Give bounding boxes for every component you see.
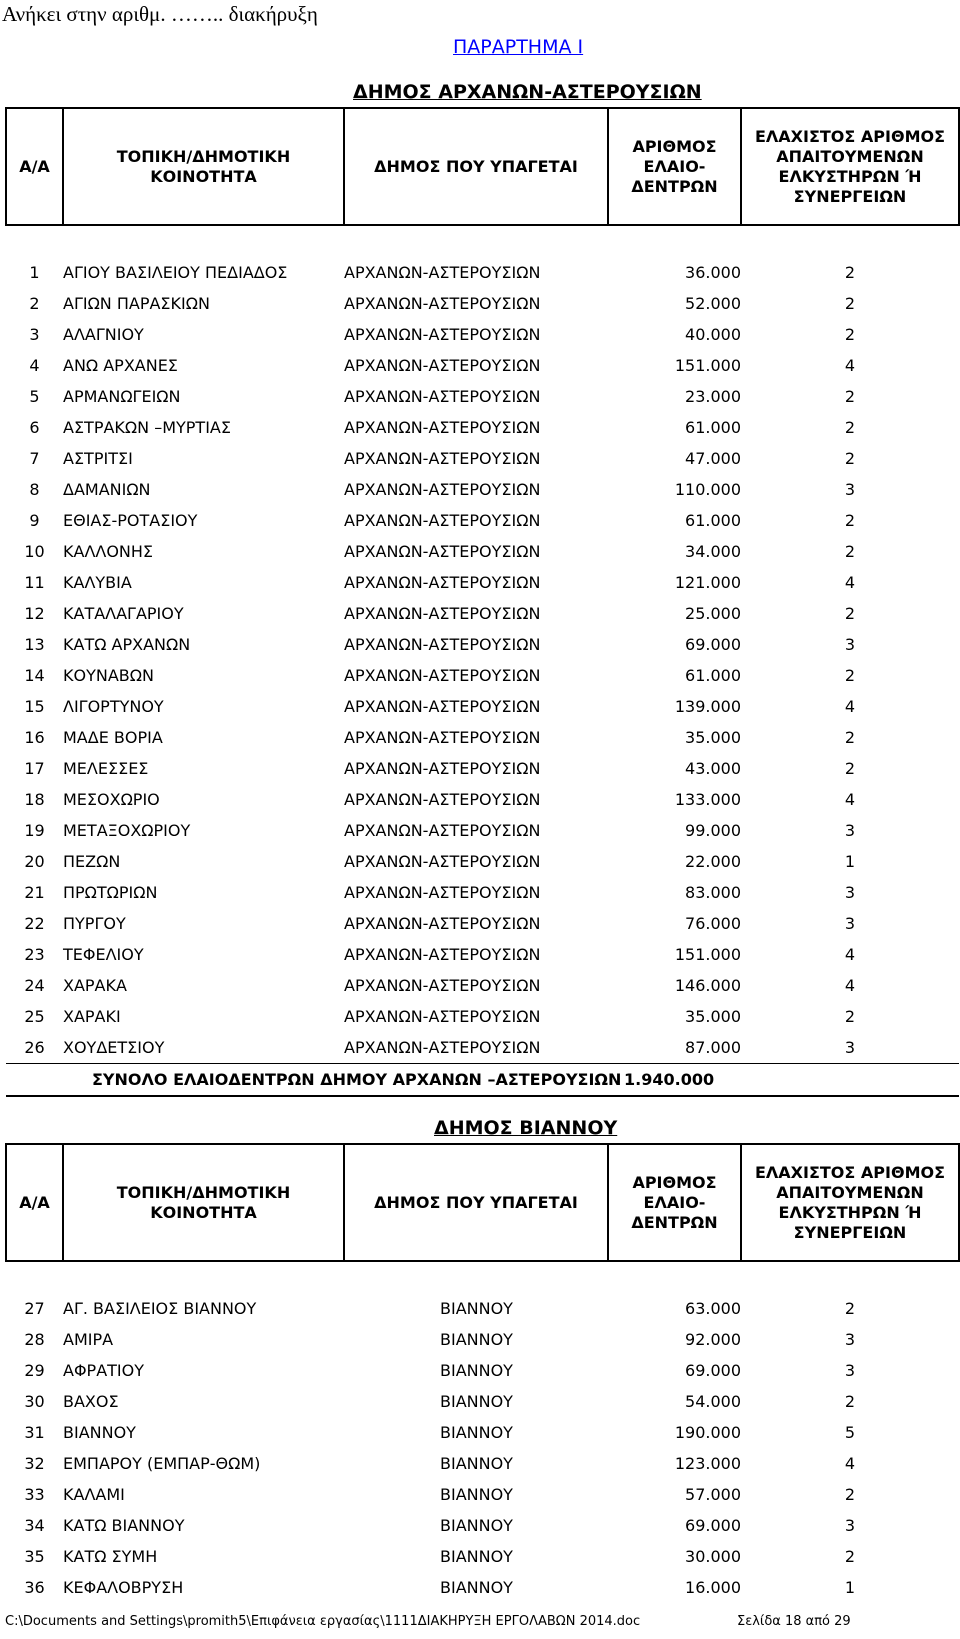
- table-row: [6, 1324, 959, 1355]
- row-community: ΜΕΤΑΞΟΧΩΡΙΟΥ: [63, 821, 191, 840]
- row-min-required: 2: [844, 666, 856, 685]
- row-olive-trees: 52.000: [685, 294, 741, 313]
- row-min-required: 2: [844, 1007, 856, 1026]
- row-aa: 9: [29, 511, 40, 530]
- row-olive-trees: 69.000: [685, 1516, 741, 1535]
- table-row: [6, 1448, 959, 1479]
- row-municipality: ΒΙΑΝΝΟΥ: [440, 1454, 513, 1473]
- row-aa: 20: [24, 852, 45, 871]
- row-municipality: ΑΡΧΑΝΩΝ-ΑΣΤΕΡΟΥΣΙΩΝ: [344, 604, 541, 623]
- row-olive-trees: 92.000: [685, 1330, 741, 1349]
- row-community: ΚΑΛΑΜΙ: [63, 1485, 125, 1504]
- total-label: ΣΥΝΟΛΟ ΕΛΑΙΟΔΕΝΤΡΩΝ ΔΗΜΟΥ ΑΡΧΑΝΩΝ –ΑΣΤΕΡΟΥΣΙΩΝ: [6, 1064, 608, 1097]
- row-min-required: 2: [844, 294, 856, 313]
- col-olive-trees: ΑΡΙΘΜΟΣ ΕΛΑΙΟ- ΔΕΝΤΡΩΝ: [608, 108, 741, 225]
- row-aa: 5: [29, 387, 40, 406]
- table-row: [6, 1417, 959, 1448]
- row-min-required: 2: [844, 1392, 856, 1411]
- row-community: ΜΑΔΕ ΒΟΡΙΑ: [63, 728, 163, 747]
- row-municipality: ΑΡΧΑΝΩΝ-ΑΣΤΕΡΟΥΣΙΩΝ: [344, 852, 541, 871]
- table-row: [6, 970, 959, 1001]
- table-row: [6, 1479, 959, 1510]
- row-aa: 35: [24, 1547, 45, 1566]
- row-olive-trees: 190.000: [674, 1423, 741, 1442]
- row-min-required: 2: [844, 449, 856, 468]
- viannou-title: ΔΗΜΟΣ ΒΙΑΝΝΟΥ: [434, 1117, 618, 1139]
- row-municipality: ΑΡΧΑΝΩΝ-ΑΣΤΕΡΟΥΣΙΩΝ: [344, 542, 541, 561]
- row-min-required: 4: [844, 1454, 856, 1473]
- row-municipality: ΑΡΧΑΝΩΝ-ΑΣΤΕΡΟΥΣΙΩΝ: [344, 325, 541, 344]
- row-min-required: 2: [844, 263, 856, 282]
- row-community: ΧΑΡΑΚΙ: [63, 1007, 121, 1026]
- row-olive-trees: 63.000: [685, 1299, 741, 1318]
- row-community: ΑΡΜΑΝΩΓΕΙΩΝ: [63, 387, 181, 406]
- row-municipality: ΒΙΑΝΝΟΥ: [440, 1578, 513, 1597]
- row-municipality: ΑΡΧΑΝΩΝ-ΑΣΤΕΡΟΥΣΙΩΝ: [344, 1038, 541, 1057]
- row-olive-trees: 151.000: [674, 356, 741, 375]
- row-municipality: ΑΡΧΑΝΩΝ-ΑΣΤΕΡΟΥΣΙΩΝ: [344, 263, 541, 282]
- row-olive-trees: 36.000: [685, 263, 741, 282]
- row-community: ΑΝΩ ΑΡΧΑΝΕΣ: [63, 356, 178, 375]
- row-municipality: ΑΡΧΑΝΩΝ-ΑΣΤΕΡΟΥΣΙΩΝ: [344, 1007, 541, 1026]
- row-community: ΔΑΜΑΝΙΩΝ: [63, 480, 151, 499]
- table-row: [6, 350, 959, 381]
- row-min-required: 1: [844, 1578, 856, 1597]
- row-olive-trees: 54.000: [685, 1392, 741, 1411]
- row-min-required: 4: [844, 976, 856, 995]
- row-aa: 10: [24, 542, 45, 561]
- row-municipality: ΒΙΑΝΝΟΥ: [440, 1330, 513, 1349]
- row-min-required: 2: [844, 418, 856, 437]
- row-municipality: ΑΡΧΑΝΩΝ-ΑΣΤΕΡΟΥΣΙΩΝ: [344, 511, 541, 530]
- row-min-required: 4: [844, 790, 856, 809]
- row-olive-trees: 40.000: [685, 325, 741, 344]
- row-municipality: ΑΡΧΑΝΩΝ-ΑΣΤΕΡΟΥΣΙΩΝ: [344, 418, 541, 437]
- row-aa: 29: [24, 1361, 45, 1380]
- row-aa: 21: [24, 883, 45, 902]
- table-row: [6, 629, 959, 660]
- row-min-required: 3: [844, 1330, 856, 1349]
- row-aa: 4: [29, 356, 40, 375]
- row-community: ΑΓΙΟΥ ΒΑΣΙΛΕΙΟΥ ΠΕΔΙΑΔΟΣ: [63, 263, 288, 282]
- row-min-required: 2: [844, 728, 856, 747]
- row-community: ΛΙΓΟΡΤΥΝΟΥ: [63, 697, 164, 716]
- col-aa: Α/Α: [6, 108, 63, 225]
- row-min-required: 5: [844, 1423, 856, 1442]
- col-municipality: ΔΗΜΟΣ ΠΟΥ ΥΠΑΓΕΤΑΙ: [344, 108, 608, 225]
- row-olive-trees: 22.000: [685, 852, 741, 871]
- row-aa: 15: [24, 697, 45, 716]
- row-min-required: 3: [844, 635, 856, 654]
- table-row: [6, 412, 959, 443]
- table-row: [6, 443, 959, 474]
- table-row: [6, 877, 959, 908]
- row-community: ΒΙΑΝΝΟΥ: [63, 1423, 136, 1442]
- row-municipality: ΑΡΧΑΝΩΝ-ΑΣΤΕΡΟΥΣΙΩΝ: [344, 666, 541, 685]
- row-min-required: 3: [844, 1516, 856, 1535]
- row-community: ΑΓ. ΒΑΣΙΛΕΙΟΣ ΒΙΑΝΝΟΥ: [63, 1299, 257, 1318]
- row-municipality: ΑΡΧΑΝΩΝ-ΑΣΤΕΡΟΥΣΙΩΝ: [344, 883, 541, 902]
- row-aa: 16: [24, 728, 45, 747]
- table-row: [6, 1386, 959, 1417]
- row-community: ΚΕΦΑΛΟΒΡΥΣΗ: [63, 1578, 184, 1597]
- table-row: [6, 1032, 959, 1064]
- table-row: [6, 939, 959, 970]
- row-min-required: 2: [844, 387, 856, 406]
- row-community: ΑΣΤΡΑΚΩΝ –ΜΥΡΤΙΑΣ: [63, 418, 231, 437]
- footer-page: Σελίδα 18 από 29: [737, 1614, 851, 1629]
- row-aa: 8: [29, 480, 40, 499]
- row-aa: 30: [24, 1392, 45, 1411]
- row-community: ΕΜΠΑΡΟΥ (ΕΜΠΑΡ-ΘΩΜ): [63, 1454, 261, 1473]
- row-community: ΠΥΡΓΟΥ: [63, 914, 126, 933]
- row-min-required: 2: [844, 1547, 856, 1566]
- row-olive-trees: 69.000: [685, 1361, 741, 1380]
- row-municipality: ΒΙΑΝΝΟΥ: [440, 1392, 513, 1411]
- row-community: ΚΑΛΥΒΙΑ: [63, 573, 132, 592]
- table-row: [6, 722, 959, 753]
- row-aa: 28: [24, 1330, 45, 1349]
- row-municipality: ΒΙΑΝΝΟΥ: [440, 1485, 513, 1504]
- table-row: [6, 1355, 959, 1386]
- row-aa: 32: [24, 1454, 45, 1473]
- row-min-required: 2: [844, 511, 856, 530]
- row-aa: 22: [24, 914, 45, 933]
- row-municipality: ΑΡΧΑΝΩΝ-ΑΣΤΕΡΟΥΣΙΩΝ: [344, 294, 541, 313]
- row-community: ΠΡΩΤΩΡΙΩΝ: [63, 883, 158, 902]
- table-row: [6, 1293, 959, 1324]
- row-olive-trees: 139.000: [674, 697, 741, 716]
- row-municipality: ΑΡΧΑΝΩΝ-ΑΣΤΕΡΟΥΣΙΩΝ: [344, 635, 541, 654]
- arxanon-table: [5, 107, 960, 1097]
- annex-title-link[interactable]: ΠΑΡΑΡΤΗΜΑ Ι: [453, 36, 584, 58]
- row-aa: 36: [24, 1578, 45, 1597]
- row-aa: 12: [24, 604, 45, 623]
- row-aa: 11: [24, 573, 45, 592]
- table-row: [6, 660, 959, 691]
- row-community: ΚΑΤΩ ΣΥΜΗ: [63, 1547, 158, 1566]
- top-note: Ανήκει στην αριθμ. …….. διακήρυξη: [2, 2, 318, 26]
- row-aa: 25: [24, 1007, 45, 1026]
- row-community: ΑΜΙΡΑ: [63, 1330, 114, 1349]
- row-aa: 33: [24, 1485, 45, 1504]
- row-municipality: ΑΡΧΑΝΩΝ-ΑΣΤΕΡΟΥΣΙΩΝ: [344, 697, 541, 716]
- row-aa: 17: [24, 759, 45, 778]
- row-olive-trees: 47.000: [685, 449, 741, 468]
- table-row: [6, 319, 959, 350]
- row-community: ΜΕΛΕΣΣΕΣ: [63, 759, 149, 778]
- row-municipality: ΑΡΧΑΝΩΝ-ΑΣΤΕΡΟΥΣΙΩΝ: [344, 976, 541, 995]
- row-aa: 27: [24, 1299, 45, 1318]
- col-olive-trees: ΑΡΙΘΜΟΣ ΕΛΑΙΟ- ΔΕΝΤΡΩΝ: [608, 1144, 741, 1261]
- table-row: [6, 288, 959, 319]
- row-municipality: ΑΡΧΑΝΩΝ-ΑΣΤΕΡΟΥΣΙΩΝ: [344, 356, 541, 375]
- row-aa: 7: [29, 449, 40, 468]
- row-olive-trees: 23.000: [685, 387, 741, 406]
- row-min-required: 4: [844, 697, 856, 716]
- row-olive-trees: 34.000: [685, 542, 741, 561]
- row-min-required: 2: [844, 604, 856, 623]
- row-aa: 6: [29, 418, 40, 437]
- row-community: ΧΟΥΔΕΤΣΙΟΥ: [63, 1038, 165, 1057]
- table-row: [6, 257, 959, 288]
- col-community: ΤΟΠΙΚΗ/ΔΗΜΟΤΙΚΗ ΚΟΙΝΟΤΗΤΑ: [63, 108, 344, 225]
- arxanon-title: ΔΗΜΟΣ ΑΡΧΑΝΩΝ-ΑΣΤΕΡΟΥΣΙΩΝ: [353, 81, 702, 103]
- row-community: ΠΕΖΩΝ: [63, 852, 121, 871]
- row-olive-trees: 76.000: [685, 914, 741, 933]
- row-community: ΑΦΡΑΤΙΟΥ: [63, 1361, 144, 1380]
- table-row: [6, 567, 959, 598]
- arxanon-rows: [6, 225, 959, 1064]
- row-olive-trees: 121.000: [674, 573, 741, 592]
- table-row: [6, 753, 959, 784]
- row-min-required: 3: [844, 914, 856, 933]
- table-row: [6, 1541, 959, 1572]
- table-row: [6, 691, 959, 722]
- table-row: [6, 1001, 959, 1032]
- row-aa: 2: [29, 294, 40, 313]
- row-olive-trees: 61.000: [685, 418, 741, 437]
- row-municipality: ΑΡΧΑΝΩΝ-ΑΣΤΕΡΟΥΣΙΩΝ: [344, 728, 541, 747]
- viannou-table: [5, 1143, 960, 1603]
- row-community: ΚΑΤΑΛΑΓΑΡΙΟΥ: [63, 604, 184, 623]
- row-min-required: 2: [844, 1485, 856, 1504]
- row-municipality: ΒΙΑΝΝΟΥ: [440, 1516, 513, 1535]
- row-min-required: 4: [844, 945, 856, 964]
- row-municipality: ΑΡΧΑΝΩΝ-ΑΣΤΕΡΟΥΣΙΩΝ: [344, 914, 541, 933]
- row-olive-trees: 35.000: [685, 1007, 741, 1026]
- row-aa: 14: [24, 666, 45, 685]
- table-row: [6, 536, 959, 567]
- row-olive-trees: 25.000: [685, 604, 741, 623]
- row-olive-trees: 43.000: [685, 759, 741, 778]
- viannou-rows: [6, 1261, 959, 1603]
- row-olive-trees: 16.000: [685, 1578, 741, 1597]
- row-olive-trees: 61.000: [685, 666, 741, 685]
- arxanon-total-row: [6, 1064, 959, 1097]
- row-community: ΕΘΙΑΣ-ΡΟΤΑΣΙΟΥ: [63, 511, 198, 530]
- row-community: ΜΕΣΟΧΩΡΙΟ: [63, 790, 160, 809]
- row-min-required: 2: [844, 1299, 856, 1318]
- row-municipality: ΒΙΑΝΝΟΥ: [440, 1547, 513, 1566]
- footer-path: C:\Documents and Settings\promith5\Επιφάνεια εργασίας\1111ΔΙΑΚΗΡΥΞΗ ΕΡΓΟΛΑΒΩΝ 2014.doc: [5, 1614, 641, 1629]
- row-municipality: ΑΡΧΑΝΩΝ-ΑΣΤΕΡΟΥΣΙΩΝ: [344, 449, 541, 468]
- row-min-required: 3: [844, 1361, 856, 1380]
- row-olive-trees: 35.000: [685, 728, 741, 747]
- total-value: 1.940.000: [608, 1064, 959, 1097]
- row-olive-trees: 110.000: [674, 480, 741, 499]
- row-community: ΒΑΧΟΣ: [63, 1392, 119, 1411]
- row-olive-trees: 83.000: [685, 883, 741, 902]
- row-aa: 24: [24, 976, 45, 995]
- row-olive-trees: 123.000: [674, 1454, 741, 1473]
- row-municipality: ΑΡΧΑΝΩΝ-ΑΣΤΕΡΟΥΣΙΩΝ: [344, 480, 541, 499]
- col-min-required: ΕΛΑΧΙΣΤΟΣ ΑΡΙΘΜΟΣ ΑΠΑΙΤΟΥΜΕΝΩΝ ΕΛΚΥΣΤΗΡΩΝ Ή ΣΥΝΕΡΓΕΙΩΝ: [741, 1144, 959, 1261]
- row-community: ΚΑΤΩ ΒΙΑΝΝΟΥ: [63, 1516, 185, 1535]
- row-min-required: 2: [844, 325, 856, 344]
- row-min-required: 3: [844, 1038, 856, 1057]
- row-min-required: 3: [844, 821, 856, 840]
- table-row: [6, 381, 959, 412]
- row-community: ΑΛΑΓΝΙΟΥ: [63, 325, 144, 344]
- row-municipality: ΒΙΑΝΝΟΥ: [440, 1361, 513, 1380]
- row-community: ΑΣΤΡΙΤΣΙ: [63, 449, 133, 468]
- row-community: ΚΟΥΝΑΒΩΝ: [63, 666, 154, 685]
- row-olive-trees: 99.000: [685, 821, 741, 840]
- row-min-required: 2: [844, 542, 856, 561]
- row-min-required: 2: [844, 759, 856, 778]
- col-municipality: ΔΗΜΟΣ ΠΟΥ ΥΠΑΓΕΤΑΙ: [344, 1144, 608, 1261]
- row-community: ΚΑΤΩ ΑΡΧΑΝΩΝ: [63, 635, 191, 654]
- row-olive-trees: 146.000: [674, 976, 741, 995]
- row-municipality: ΑΡΧΑΝΩΝ-ΑΣΤΕΡΟΥΣΙΩΝ: [344, 387, 541, 406]
- row-community: ΧΑΡΑΚΑ: [63, 976, 127, 995]
- col-min-required: ΕΛΑΧΙΣΤΟΣ ΑΡΙΘΜΟΣ ΑΠΑΙΤΟΥΜΕΝΩΝ ΕΛΚΥΣΤΗΡΩΝ Ή ΣΥΝΕΡΓΕΙΩΝ: [741, 108, 959, 225]
- row-aa: 13: [24, 635, 45, 654]
- row-municipality: ΑΡΧΑΝΩΝ-ΑΣΤΕΡΟΥΣΙΩΝ: [344, 821, 541, 840]
- table-row: [6, 908, 959, 939]
- row-municipality: ΑΡΧΑΝΩΝ-ΑΣΤΕΡΟΥΣΙΩΝ: [344, 573, 541, 592]
- row-olive-trees: 69.000: [685, 635, 741, 654]
- row-aa: 18: [24, 790, 45, 809]
- table-row: [6, 815, 959, 846]
- row-municipality: ΑΡΧΑΝΩΝ-ΑΣΤΕΡΟΥΣΙΩΝ: [344, 759, 541, 778]
- col-aa: Α/Α: [6, 1144, 63, 1261]
- row-community: ΤΕΦΕΛΙΟΥ: [63, 945, 144, 964]
- row-aa: 19: [24, 821, 45, 840]
- row-min-required: 3: [844, 883, 856, 902]
- row-aa: 1: [29, 263, 40, 282]
- row-municipality: ΒΙΑΝΝΟΥ: [440, 1299, 513, 1318]
- row-community: ΚΑΛΛΟΝΗΣ: [63, 542, 154, 561]
- table-row: [6, 598, 959, 629]
- row-olive-trees: 151.000: [674, 945, 741, 964]
- row-olive-trees: 61.000: [685, 511, 741, 530]
- row-aa: 31: [24, 1423, 45, 1442]
- row-community: ΑΓΙΩΝ ΠΑΡΑΣΚΙΩΝ: [63, 294, 210, 313]
- row-aa: 26: [24, 1038, 45, 1057]
- table-row: [6, 784, 959, 815]
- row-olive-trees: 87.000: [685, 1038, 741, 1057]
- row-municipality: ΒΙΑΝΝΟΥ: [440, 1423, 513, 1442]
- row-min-required: 1: [844, 852, 856, 871]
- row-municipality: ΑΡΧΑΝΩΝ-ΑΣΤΕΡΟΥΣΙΩΝ: [344, 945, 541, 964]
- table-row: [6, 1572, 959, 1603]
- row-olive-trees: 133.000: [674, 790, 741, 809]
- col-community: ΤΟΠΙΚΗ/ΔΗΜΟΤΙΚΗ ΚΟΙΝΟΤΗΤΑ: [63, 1144, 344, 1261]
- row-municipality: ΑΡΧΑΝΩΝ-ΑΣΤΕΡΟΥΣΙΩΝ: [344, 790, 541, 809]
- row-min-required: 4: [844, 356, 856, 375]
- row-min-required: 3: [844, 480, 856, 499]
- row-aa: 23: [24, 945, 45, 964]
- table-row: [6, 474, 959, 505]
- row-aa: 34: [24, 1516, 45, 1535]
- table-row: [6, 846, 959, 877]
- row-olive-trees: 57.000: [685, 1485, 741, 1504]
- table-row: [6, 505, 959, 536]
- row-aa: 3: [29, 325, 40, 344]
- table-row: [6, 1510, 959, 1541]
- row-min-required: 4: [844, 573, 856, 592]
- row-olive-trees: 30.000: [685, 1547, 741, 1566]
